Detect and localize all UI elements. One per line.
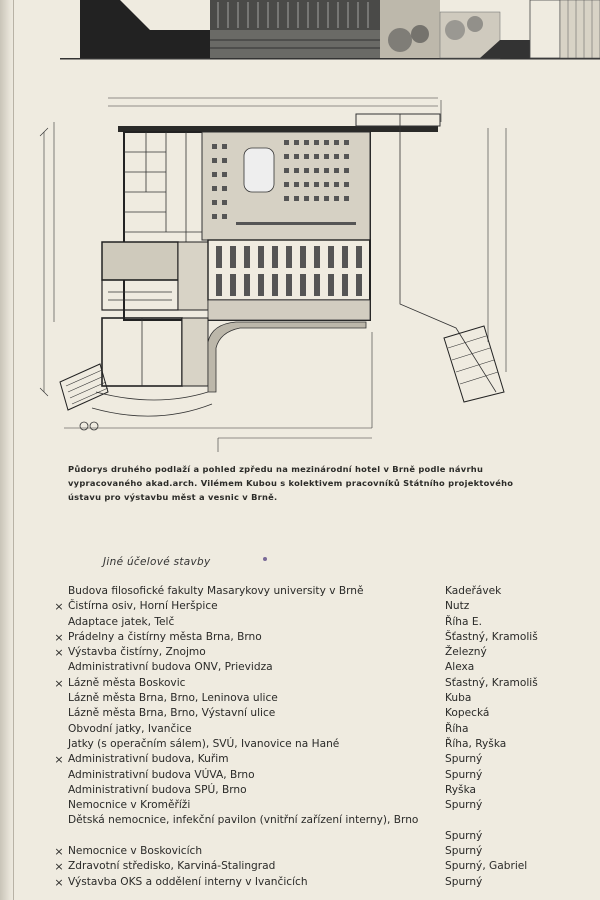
list-item	[52, 630, 600, 645]
project-author: Spurný	[445, 829, 483, 842]
project-author: Šťastný, Kramoliš	[445, 630, 538, 643]
list-item	[52, 691, 600, 706]
project-list	[52, 584, 600, 890]
cross-mark: ×	[54, 875, 64, 889]
project-title: Výstavba OKS a oddělení interny v Ivančicích	[68, 875, 308, 888]
project-author: Spurný	[445, 768, 483, 781]
project-title: Lázně města Brna, Brno, Výstavní ulice	[68, 707, 276, 720]
project-title: Prádelny a čistírny města Brna, Brno	[68, 630, 262, 643]
project-author: Ryška	[445, 783, 477, 796]
page-gutter-shadow	[0, 0, 14, 900]
project-title: Obvodní jatky, Ivančice	[68, 722, 192, 735]
ink-dot	[263, 557, 267, 561]
hotel-floor-plan-drawing	[36, 92, 526, 452]
project-author: Kopecká	[445, 707, 490, 720]
project-title: Dětská nemocnice, infekční pavilon (vnitřní zařízení interny), Brno	[68, 814, 419, 827]
project-author: Říha	[445, 722, 469, 735]
list-item	[52, 844, 600, 859]
project-title: Administrativní budova, Kuřim	[68, 753, 229, 766]
cross-mark: ×	[54, 600, 64, 614]
project-author: Spurný	[445, 799, 483, 812]
project-title: Lázně města Brna, Brno, Leninova ulice	[68, 692, 278, 705]
project-title: Administrativní budova SPÚ, Brno	[68, 783, 247, 796]
project-title: Administrativní budova VÚVA, Brno	[68, 768, 255, 781]
cross-mark: ×	[54, 646, 64, 660]
hotel-front-elevation-drawing	[60, 0, 600, 62]
cross-mark: ×	[54, 845, 64, 859]
project-author: Kadeřávek	[445, 585, 502, 597]
list-item	[52, 768, 600, 783]
cross-mark: ×	[54, 676, 64, 690]
list-item	[52, 584, 600, 599]
project-title: Lázně města Boskovic	[68, 676, 186, 689]
project-title: Výstavba čistírny, Znojmo	[68, 646, 206, 659]
section-title: Jiné účelové stavby	[103, 556, 211, 568]
project-author: Sťastný, Kramoliš	[445, 676, 538, 689]
list-item	[52, 706, 600, 721]
list-item	[52, 645, 600, 660]
project-title: Adaptace jatek, Telč	[68, 615, 175, 628]
page-gutter-line	[13, 0, 14, 900]
project-title: Zdravotní středisko, Karviná-Stalingrad	[68, 860, 276, 873]
list-item	[52, 660, 600, 675]
list-item	[52, 599, 600, 614]
project-title: Nemocnice v Kroměříži	[68, 799, 191, 812]
list-item	[52, 859, 600, 874]
project-author: Nutz	[445, 600, 470, 613]
project-title: Čistírna osiv, Horní Heršpice	[68, 600, 218, 613]
list-item	[52, 722, 600, 737]
list-item	[52, 737, 600, 752]
list-item	[52, 615, 600, 630]
project-title: Jatky (s operačním sálem), SVÚ, Ivanovice na Hané	[68, 737, 340, 750]
list-item	[52, 875, 600, 890]
list-item	[52, 813, 600, 844]
project-author: Říha, Ryška	[445, 737, 507, 750]
project-title: Budova filosofické fakulty Masarykovy university v Brně	[68, 585, 364, 597]
project-title: Nemocnice v Boskovicích	[68, 845, 203, 858]
list-item	[52, 783, 600, 798]
list-item	[52, 798, 600, 813]
project-author: Spurný	[445, 875, 483, 888]
project-author: Železný	[445, 646, 487, 659]
project-author: Říha E.	[445, 615, 482, 628]
project-author: Spurný, Gabriel	[445, 860, 528, 873]
project-author: Spurný	[445, 753, 483, 766]
project-author: Kuba	[445, 692, 472, 705]
cross-mark: ×	[54, 860, 64, 874]
project-title: Administrativní budova ONV, Prievidza	[68, 661, 273, 674]
figure-caption: Půdorys druhého podlaží a pohled zpředu na mezinárodní hotel v Brně podle návrhu vypracovaného akad.arch. Vilémem Kubou s kolektivem pracovníků Státního projektového ústavu pro výstavbu měst a vesnic v Brně.	[68, 464, 514, 502]
project-author: Spurný	[445, 845, 483, 858]
cross-mark: ×	[54, 630, 64, 644]
project-author: Alexa	[445, 661, 475, 674]
cross-mark: ×	[54, 753, 64, 767]
list-item	[52, 752, 600, 767]
list-item	[52, 676, 600, 691]
